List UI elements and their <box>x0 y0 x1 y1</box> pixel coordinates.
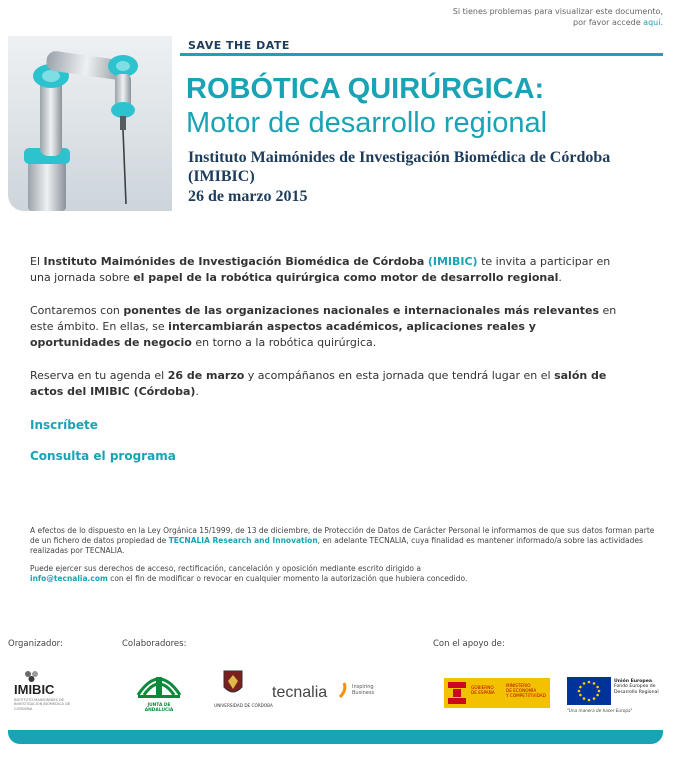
gobierno-espana-logo[interactable] <box>444 678 550 708</box>
collaborators-label: Colaboradores: <box>122 639 187 649</box>
speakers-highlight: ponentes de las organizaciones nacionales e internacionales más relevantes <box>123 304 600 317</box>
uco-logo[interactable] <box>214 669 273 709</box>
privacy-notice <box>30 526 660 592</box>
eu-sub-2: Desarrollo Regional <box>614 689 659 695</box>
text-fragment: . <box>558 271 562 284</box>
hero-divider <box>180 53 663 56</box>
view-online-prefix: por favor accede <box>573 18 644 27</box>
surgical-robot-image <box>8 36 172 211</box>
invitation-paragraph-2 <box>30 303 620 351</box>
imibic-subtitle: INSTITUTO MAIMÓNIDES DE INVESTIGACIÓN BIOMÉDICA DE CÓRDOBA <box>14 698 71 711</box>
gobierno-text-1: GOBIERNO <box>471 685 494 690</box>
text-fragment: Contaremos con <box>30 304 124 317</box>
support-label: Con el apoyo de: <box>433 639 505 649</box>
text-fragment: A efectos de lo dispuesto en la Ley Orgánica 15/1999, de 13 de diciembre, de Protección de Datos de Carácter Personal le informamos de que sus datos forman parte de un fichero de datos propiedad de <box>30 526 655 545</box>
junta-andalucia-logo[interactable] <box>134 669 186 713</box>
text-fragment: te invita a participar en una jornada sobre <box>30 255 611 284</box>
event-subtitle: Motor de desarrollo regional <box>186 107 548 139</box>
ministerio-text-3: Y COMPETITIVIDAD <box>506 693 546 698</box>
eu-flag-icon <box>567 677 611 705</box>
text-fragment: con el fin de modificar o revocar en cualquier momento la autorización que hubiera concedido. <box>107 574 468 583</box>
event-date: 26 de marzo 2015 <box>188 188 308 205</box>
text-fragment: en este ámbito. En ellas, se <box>30 304 617 333</box>
text-fragment: Reserva en tu agenda el <box>30 369 168 382</box>
event-topic: el papel de la robótica quirúrgica como motor de desarrollo regional <box>133 271 559 284</box>
event-organization: Instituto Maimónides de Investigación Biomédica de Córdoba (IMIBIC) <box>188 149 611 185</box>
imibic-wordmark: IMIBIC <box>14 682 55 697</box>
junta-andalucia-icon <box>134 669 184 699</box>
tecnalia-swoosh-icon <box>338 682 348 698</box>
eu-title: Unión Europea <box>614 679 652 684</box>
imibic-mark-icon <box>24 670 40 682</box>
tecnalia-tagline-1: Inspiring <box>352 684 374 690</box>
eu-motto: "Una manera de hacer Europa" <box>567 708 633 713</box>
text-fragment: Puede ejercer sus derechos de acceso, rectificación, cancelación y oposición mediante escrito dirigido a <box>30 564 421 573</box>
gobierno-text-2: DE ESPAÑA <box>471 690 495 695</box>
view-online-text: Si tienes problemas para visualizar este documento, <box>452 7 663 16</box>
institute-name: Instituto Maimónides de Investigación Biomédica de Córdoba <box>43 255 425 268</box>
exchange-highlight: intercambiarán aspectos académicos, aplicaciones reales y oportunidades de negocio <box>30 320 536 349</box>
save-the-date-label: SAVE THE DATE <box>188 39 290 52</box>
text-fragment: en torno a la robótica quirúrgica. <box>191 336 377 349</box>
invitation-paragraph-3 <box>30 368 620 400</box>
event-title: ROBÓTICA QUIRÚRGICA: <box>186 73 545 105</box>
hero-banner <box>8 36 663 211</box>
ministerio-text <box>506 683 546 698</box>
eu-sub-1: Fondo Europeo de <box>614 684 656 690</box>
invitation-body <box>30 254 620 479</box>
footer-bar <box>8 730 663 744</box>
organizer-label: Organizador: <box>8 639 63 649</box>
venue-highlight: salón de actos del IMIBIC (Córdoba) <box>30 369 607 398</box>
european-union-logo[interactable] <box>567 677 667 717</box>
invitation-paragraph-1 <box>30 254 620 286</box>
company-name: TECNALIA Research and Innovation <box>168 536 318 545</box>
uco-text: UNIVERSIDAD DE CÓRDOBA <box>214 703 273 708</box>
text-fragment: , en adelante TECNALIA, cuya finalidad es mantener informado/a sobre las actividades realizadas por TECNALIA. <box>30 536 643 555</box>
imibic-logo[interactable] <box>14 670 104 710</box>
ministerio-text-1: MINISTERIO <box>506 683 531 688</box>
gobierno-text <box>471 685 495 695</box>
text-fragment: y acompáñanos en esta jornada que tendrá lugar en el <box>244 369 555 382</box>
ministerio-text-2: DE ECONOMÍA <box>506 688 537 693</box>
view-online-note <box>453 6 663 28</box>
tecnalia-tagline <box>352 684 374 696</box>
register-link[interactable]: Inscríbete <box>30 418 98 432</box>
tecnalia-wordmark: tecnalia <box>272 684 328 701</box>
spain-coat-of-arms-icon <box>448 682 466 704</box>
junta-andalucia-text: JUNTA DE ANDALUCIA <box>144 703 174 713</box>
uco-crest-icon <box>222 669 244 699</box>
eu-text <box>614 679 659 695</box>
contact-email-link[interactable]: info@tecnalia.com <box>30 574 108 583</box>
privacy-paragraph-2 <box>30 564 660 584</box>
program-link[interactable]: Consulta el programa <box>30 449 176 463</box>
view-online-link[interactable]: aquí. <box>643 18 663 27</box>
tecnalia-logo[interactable] <box>272 682 382 704</box>
text-fragment: . <box>195 385 199 398</box>
tecnalia-tagline-2: Business <box>352 690 375 696</box>
date-highlight: 26 de marzo <box>167 369 245 382</box>
privacy-paragraph-1 <box>30 526 660 556</box>
text-fragment: El <box>30 255 44 268</box>
institute-acronym: (IMIBIC) <box>427 255 478 268</box>
